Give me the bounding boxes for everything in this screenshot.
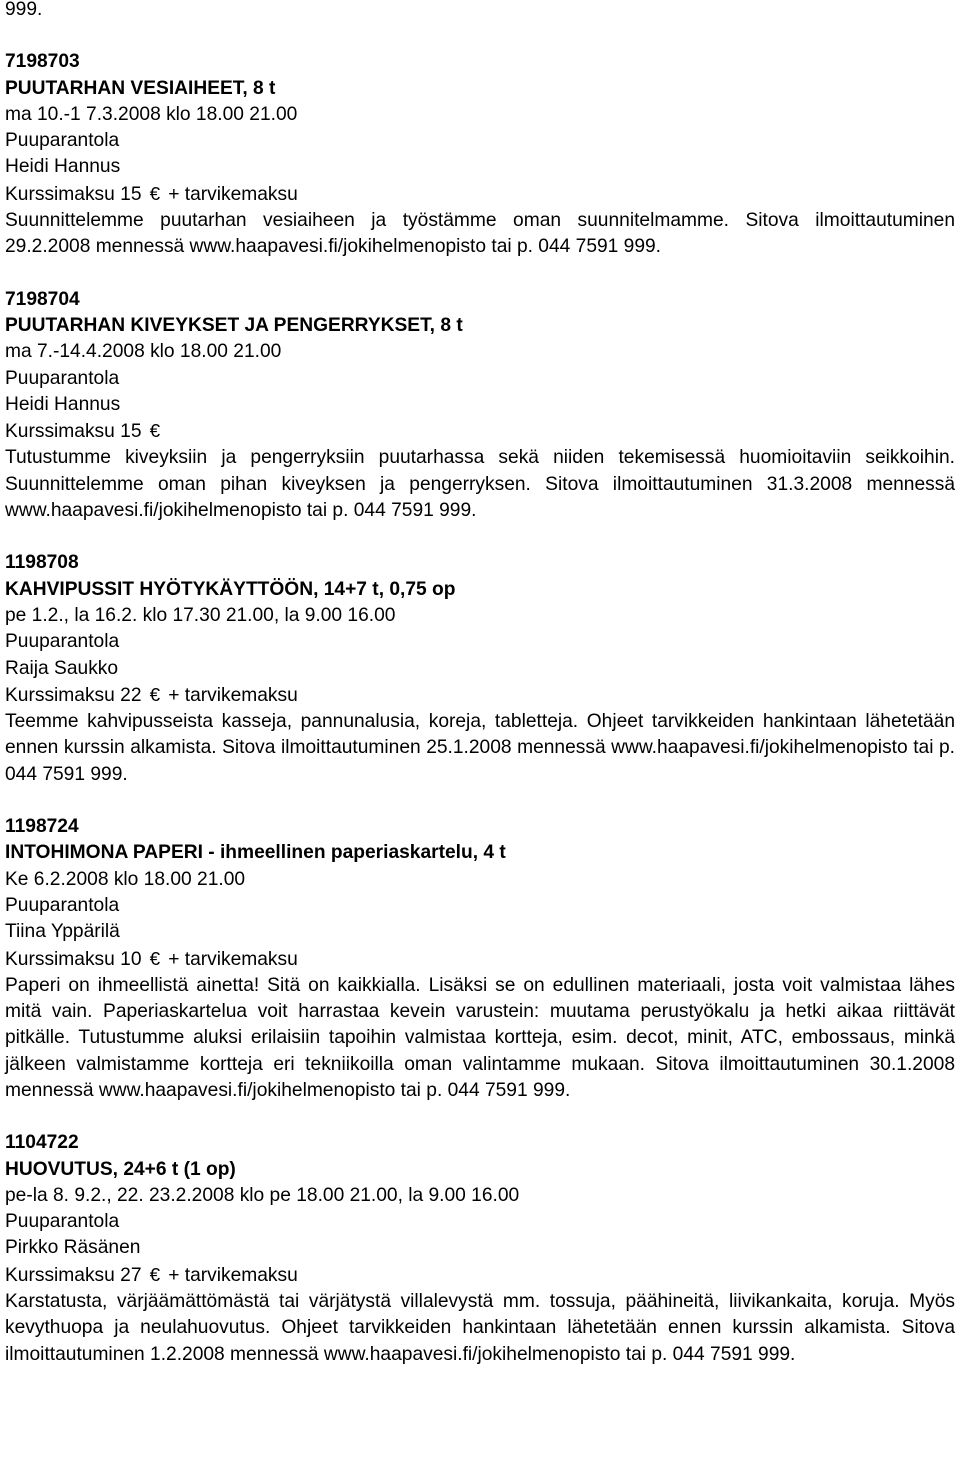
fee-label: Kurssimaksu (5, 1264, 115, 1286)
fee-label: Kurssimaksu (5, 684, 115, 706)
euro-icon: € (149, 420, 161, 442)
fee-amount: 10 (120, 948, 142, 970)
euro-icon: € (149, 683, 161, 705)
course-description: Tutustumme kiveyksiin ja pengerryksiin puutarhassa sekä niiden tekemisessä huomioitaviin seikkoihin. Suunnittelemme oman pihan kiveyksen ja pengerryksen. Sitova ilmoittautuminen 31.3.2008 mennessä www.haapavesi.fi/jokihelmenopisto tai p. 044 7591 999. (5, 447, 955, 522)
course-entry (5, 1130, 955, 1368)
course-title: PUUTARHAN VESIAIHEET, 8 t (5, 77, 276, 99)
fee-amount: 15 (120, 421, 142, 443)
fee-label: Kurssimaksu (5, 183, 115, 205)
course-place: Puuparantola (5, 894, 120, 916)
course-schedule: ma 10.-1 7.3.2008 klo 18.00 21.00 (5, 103, 298, 125)
course-fee (5, 682, 955, 709)
fee-amount: 22 (120, 684, 142, 706)
euro-icon: € (149, 947, 161, 969)
course-code: 1104722 (5, 1132, 79, 1154)
course-description: Paperi on ihmeellistä ainetta! Sitä on kaikkialla. Lisäksi se on edullinen materiaali, josta voit valmistaa lähes mitä vain. Paperiaskartelua voit harrastaa kevein varustein: muutama perustyökalu ja hetki aikaa riittävät pitkälle. Tutustumme aluksi erilaisiin tapoihin valmistaa kortteja, esim. decot, minit, ATC, embossaus, minkä jälkeen valmistamme kortteja eri tekniikoilla oman valintamme mukaan. Sitova ilmoittautuminen 30.1.2008 mennessä www.haapavesi.fi/jokihelmenopisto tai p. 044 7591 999. (5, 974, 955, 1101)
fee-extra: + tarvikemaksu (168, 948, 298, 970)
course-place: Puuparantola (5, 130, 120, 152)
course-fee (5, 946, 955, 973)
course-description: Teemme kahvipusseista kasseja, pannunalusia, koreja, tabletteja. Ohjeet tarvikkeiden hankintaan lähetetään ennen kurssin alkamista. Sitova ilmoittautuminen 25.1.2008 mennessä www.haapavesi.fi/jokihelmenopisto tai p. 044 7591 999. (5, 711, 955, 785)
course-schedule: ma 7.-14.4.2008 klo 18.00 21.00 (5, 341, 282, 363)
course-teacher: Heidi Hannus (5, 393, 121, 415)
course-title: PUUTARHAN KIVEYKSET JA PENGERRYKSET, 8 t (5, 314, 463, 336)
fee-extra: + tarvikemaksu (168, 1264, 298, 1286)
course-fee (5, 418, 955, 445)
course-place: Puuparantola (5, 367, 120, 389)
course-listing (5, 0, 955, 1368)
course-entry (5, 49, 955, 260)
fee-amount: 15 (120, 183, 142, 205)
fee-extra: + tarvikemaksu (168, 684, 298, 706)
fee-amount: 27 (120, 1264, 142, 1286)
course-place: Puuparantola (5, 1211, 120, 1233)
course-title: INTOHIMONA PAPERI - ihmeellinen paperiaskartelu, 4 t (5, 842, 506, 864)
course-title: KAHVIPUSSIT HYÖTYKÄYTTÖÖN, 14+7 t, 0,75 op (5, 578, 456, 600)
course-schedule: Ke 6.2.2008 klo 18.00 21.00 (5, 868, 246, 890)
course-description: Suunnittelemme puutarhan vesiaiheen ja työstämme oman suunnitelmamme. Sitova ilmoittautuminen 29.2.2008 mennessä www.haapavesi.fi/jokihelmenopisto tai p. 044 7591 999. (5, 210, 955, 258)
course-entry (5, 287, 955, 525)
fee-label: Kurssimaksu (5, 421, 115, 443)
fee-extra: + tarvikemaksu (168, 183, 298, 205)
euro-icon: € (149, 182, 161, 204)
course-fee (5, 181, 955, 208)
course-teacher: Tiina Yppärilä (5, 921, 120, 943)
course-code: 1198724 (5, 816, 79, 838)
euro-icon: € (149, 1263, 161, 1285)
previous-entry-fragment: 999. (5, 0, 43, 20)
fee-label: Kurssimaksu (5, 948, 115, 970)
course-teacher: Heidi Hannus (5, 156, 121, 178)
course-entry (5, 814, 955, 1104)
course-teacher: Raija Saukko (5, 657, 119, 679)
course-schedule: pe 1.2., la 16.2. klo 17.30 21.00, la 9.00 16.00 (5, 604, 396, 626)
course-place: Puuparantola (5, 631, 120, 653)
course-code: 7198703 (5, 51, 80, 73)
course-teacher: Pirkko Räsänen (5, 1237, 141, 1259)
course-entry (5, 550, 955, 788)
course-description: Karstatusta, värjäämättömästä tai värjätystä villalevystä mm. tossuja, päähineitä, liivikankaita, koruja. Myös kevythuopa ja neulahuovutus. Ohjeet tarvikkeiden hankintaan lähetetään ennen kurssin alkamista. Sitova ilmoittautuminen 1.2.2008 mennessä www.haapavesi.fi/jokihelmenopisto tai p. 044 7591 999. (5, 1291, 955, 1365)
course-code: 7198704 (5, 288, 80, 310)
course-title: HUOVUTUS, 24+6 t (1 op) (5, 1158, 236, 1180)
course-schedule: pe-la 8. 9.2., 22. 23.2.2008 klo pe 18.00 21.00, la 9.00 16.00 (5, 1184, 520, 1206)
course-fee (5, 1262, 955, 1289)
course-code: 1198708 (5, 552, 79, 574)
